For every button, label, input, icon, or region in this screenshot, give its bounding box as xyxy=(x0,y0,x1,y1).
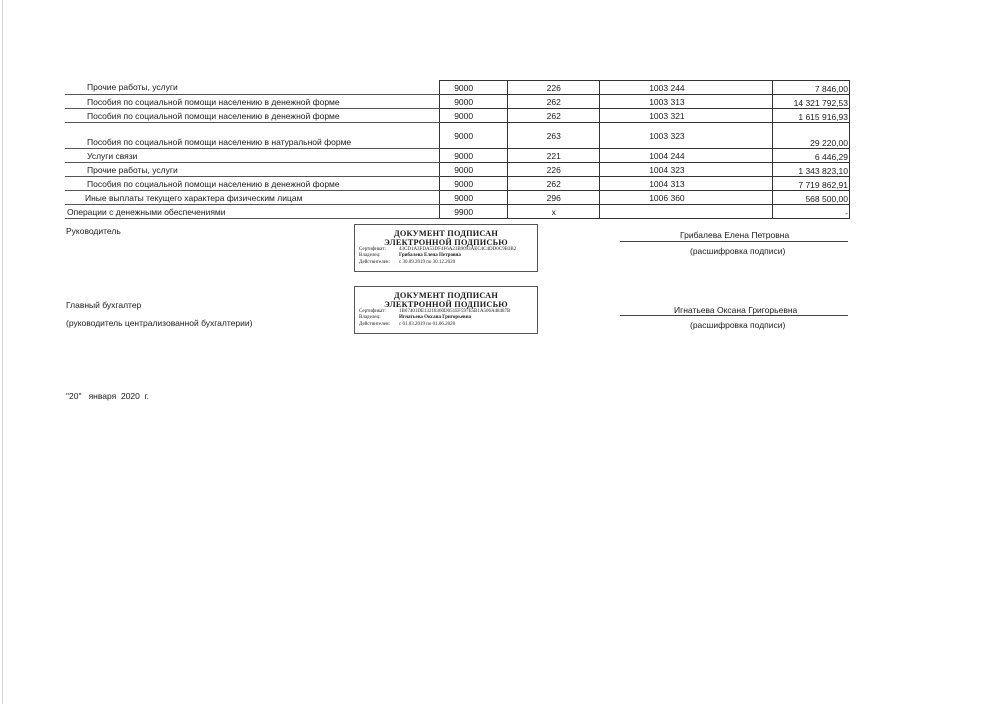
row-section: 1003 323 xyxy=(600,123,773,149)
row-sum: 6 446,29 xyxy=(773,149,850,163)
row-code: 9000 xyxy=(440,191,508,205)
expenses-table xyxy=(65,80,850,219)
row-kosgu: 226 xyxy=(508,163,600,177)
stamp-cert-label: Сертификат: xyxy=(359,247,386,252)
row-name: Прочие работы, услуги xyxy=(65,81,440,95)
stamp-valid-row xyxy=(355,260,537,266)
row-section: 1003 244 xyxy=(600,81,773,95)
row-name: Прочие работы, услуги xyxy=(65,163,440,177)
row-code: 9000 xyxy=(440,81,508,95)
row-name: Пособия по социальной помощи населению в денежной форме xyxy=(65,109,440,123)
stamp-valid-label: Действителен: xyxy=(359,321,390,327)
row-section: 1006 360 xyxy=(600,191,773,205)
stamp-owner-value: Грибалева Елена Петровна xyxy=(399,253,461,259)
chief-name: Игнатьева Оксана Григорьевна xyxy=(674,305,798,315)
stamp-title-1: ДОКУМЕНТ ПОДПИСАН xyxy=(393,229,499,238)
row-sum: 568 500,00 xyxy=(773,191,850,205)
stamp-title-1: ДОКУМЕНТ ПОДПИСАН xyxy=(393,291,499,300)
row-code: 9000 xyxy=(440,163,508,177)
table-row xyxy=(65,109,850,123)
stamp-valid-value: с 01.03.2019 по 01.06.2020 xyxy=(399,321,456,327)
head-label: Руководитель xyxy=(66,226,121,236)
table-row xyxy=(65,163,850,177)
document-date: "20" января 2020 г. xyxy=(66,391,150,401)
stamp-owner-label: Владелец: xyxy=(359,315,381,321)
table-row xyxy=(65,81,850,95)
table-row xyxy=(65,177,850,191)
signature-stamp-head xyxy=(354,224,538,272)
row-section: 1004 313 xyxy=(600,177,773,191)
row-kosgu: 221 xyxy=(508,149,600,163)
stamp-owner-label: Владелец: xyxy=(359,253,381,259)
row-sum: 14 321 792,53 xyxy=(773,95,850,109)
table-row xyxy=(65,149,850,163)
head-caption: (расшифровка подписи) xyxy=(690,246,786,256)
chief-signature-line xyxy=(620,315,848,316)
stamp-title-2: ЭЛЕКТРОННОЙ ПОДПИСЬЮ xyxy=(384,238,508,247)
row-sum: 29 220,00 xyxy=(773,123,850,149)
row-code: 9000 xyxy=(440,149,508,163)
row-kosgu: 262 xyxy=(508,109,600,123)
row-name: Услуги связи xyxy=(65,149,440,163)
stamp-cert-label: Сертификат: xyxy=(359,309,386,314)
chief-sub-label: (руководитель централизованной бухгалтерии) xyxy=(66,318,253,328)
row-section: 1003 313 xyxy=(600,95,773,109)
row-code: 9000 xyxy=(440,95,508,109)
row-kosgu: 296 xyxy=(508,191,600,205)
row-code: 9000 xyxy=(440,123,508,149)
row-sum: - xyxy=(773,205,850,219)
stamp-valid-value: с 30.09.2019 по 30.12.2020 xyxy=(399,259,456,265)
row-kosgu: 226 xyxy=(508,81,600,95)
row-sum: 1 343 823,10 xyxy=(773,163,850,177)
table-row xyxy=(65,205,850,219)
head-signature-line xyxy=(620,241,848,242)
chief-label: Главный бухгалтер xyxy=(66,300,142,310)
row-sum: 7 719 862,91 xyxy=(773,177,850,191)
stamp-valid-row xyxy=(355,322,537,328)
row-code: 9000 xyxy=(440,109,508,123)
row-sum: 1 615 916,93 xyxy=(773,109,850,123)
stamp-cert-value: 43CD1A3FDA53DF4F6A23B9093AEC4C4DD0C9B3B2 xyxy=(399,247,517,252)
table-row xyxy=(65,191,850,205)
row-section: 1003 321 xyxy=(600,109,773,123)
stamp-owner-value: Игнатьева Оксана Григорьевна xyxy=(399,315,472,321)
signature-stamp-chief xyxy=(354,286,538,334)
row-section: 1004 323 xyxy=(600,163,773,177)
row-section: 1004 244 xyxy=(600,149,773,163)
stamp-title-2: ЭЛЕКТРОННОЙ ПОДПИСЬЮ xyxy=(384,300,508,309)
row-name: Операции с денежными обеспечениями xyxy=(65,205,440,219)
chief-caption: (расшифровка подписи) xyxy=(690,320,786,330)
table-row xyxy=(65,95,850,109)
row-code: 9900 xyxy=(440,205,508,219)
row-section xyxy=(600,205,773,219)
row-sum: 7 846,00 xyxy=(773,81,850,95)
row-kosgu: х xyxy=(508,205,600,219)
table-row xyxy=(65,123,850,149)
page-edge xyxy=(2,0,3,704)
row-name: Пособия по социальной помощи населению в денежной форме xyxy=(65,177,440,191)
stamp-cert-value: 1B67401DE13218360D051EF597E5B1A506A48487B xyxy=(399,309,511,314)
head-name: Грибалева Елена Петровна xyxy=(680,230,790,240)
row-name: Пособия по социальной помощи населению в натуральной форме xyxy=(65,123,440,149)
row-code: 9000 xyxy=(440,177,508,191)
row-kosgu: 262 xyxy=(508,95,600,109)
row-kosgu: 262 xyxy=(508,177,600,191)
row-name: Пособия по социальной помощи населению в денежной форме xyxy=(65,95,440,109)
row-kosgu: 263 xyxy=(508,123,600,149)
stamp-valid-label: Действителен: xyxy=(359,259,390,265)
row-name: Иные выплаты текущего характера физическим лицам xyxy=(65,191,440,205)
